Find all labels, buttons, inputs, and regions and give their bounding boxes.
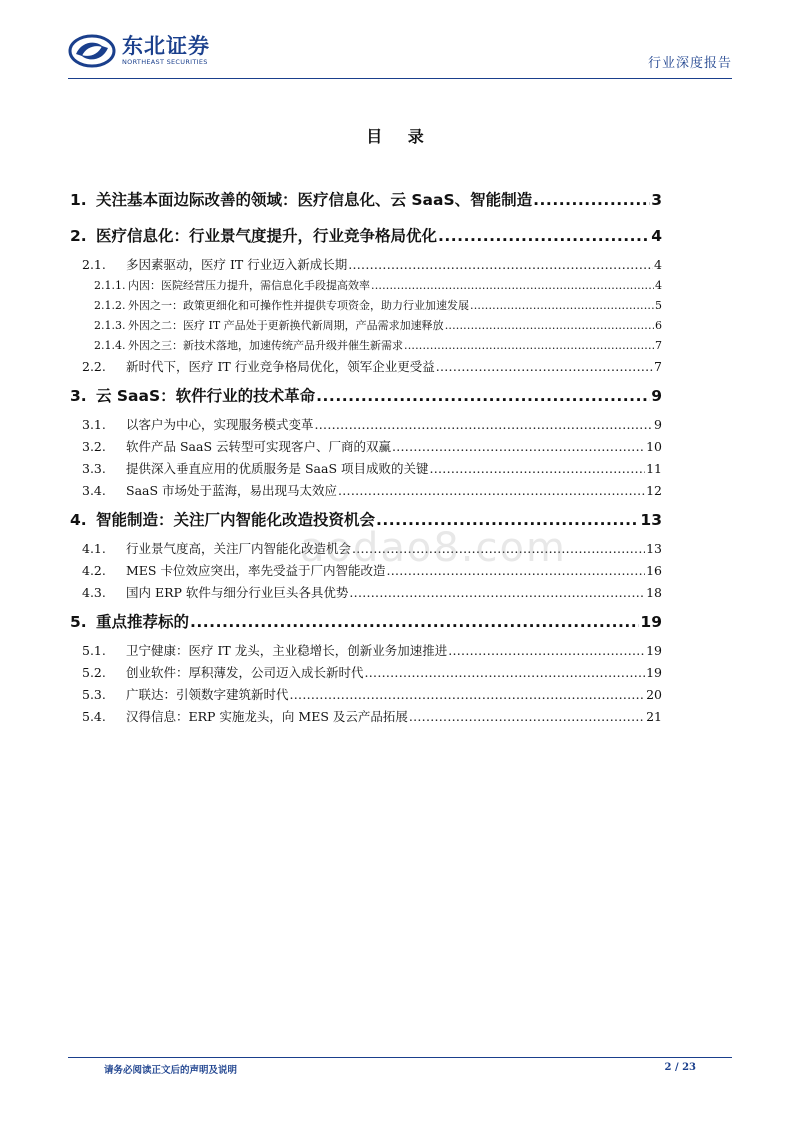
toc-entry-title: 外因之三：新技术落地，加速传统产品升级并催生新需求 (128, 339, 403, 352)
toc-leader-dots (438, 218, 650, 254)
toc-entry-title: 新时代下，医疗 IT 行业竞争格局优化，领军企业更受益 (126, 359, 435, 374)
toc-entry-title: 内因：医院经营压力提升，需信息化手段提高效率 (128, 279, 370, 292)
toc-entry-number: 3.3. (82, 461, 106, 476)
toc-entry-number: 5.4. (82, 709, 106, 724)
toc-entry-title: 卫宁健康：医疗 IT 龙头，主业稳增长，创新业务加速推进 (126, 643, 448, 658)
toc-entry-number: 4.1. (82, 541, 106, 556)
logo-chinese-name: 东北证券 (122, 34, 210, 58)
toc-entry-number: 2.1. (82, 257, 106, 272)
toc-entry-title: 智能制造：关注厂内智能化改造投资机会 (96, 511, 376, 529)
toc-entry-page: 13 (640, 511, 662, 529)
toc-entry-number: 2.1.1. (94, 279, 126, 292)
toc-entry-page: 19 (646, 665, 662, 680)
toc-entry-page: 7 (654, 359, 662, 374)
toc-entry-title: 云 SaaS：软件行业的技术革命 (96, 387, 316, 405)
toc-entry-title: MES 卡位效应突出，率先受益于厂内智能改造 (126, 563, 386, 578)
toc-entry-number: 2.1.4. (94, 339, 126, 352)
toc-entry-page: 3 (651, 191, 662, 209)
toc-entry-title: 医疗信息化：行业景气度提升，行业竞争格局优化 (96, 227, 438, 245)
logo-english-name: NORTHEAST SECURITIES (122, 58, 208, 66)
toc-entry-title: 以客户为中心，实现服务模式变革 (126, 417, 314, 432)
toc-entry-page: 18 (646, 585, 662, 600)
toc-entry-title: 汉得信息：ERP 实施龙头，向 MES 及云产品拓展 (126, 709, 408, 724)
toc-entry-level2[interactable] (70, 458, 662, 480)
toc-entry-level3[interactable] (70, 316, 662, 336)
header-divider (68, 78, 732, 79)
toc-leader-dots (404, 336, 654, 356)
toc-entry-page: 10 (646, 439, 662, 454)
toc-leader-dots (392, 436, 645, 458)
toc-entry-level3[interactable] (70, 296, 662, 316)
toc-entry-page: 19 (640, 613, 662, 631)
toc-entry-level2[interactable] (70, 436, 662, 458)
toc-entry-title: 提供深入垂直应用的优质服务是 SaaS 项目成败的关键 (126, 461, 429, 476)
toc-entry-number: 4.3. (82, 585, 106, 600)
toc-entry-number: 2.1.2. (94, 299, 126, 312)
toc-entry-title: 重点推荐标的 (96, 613, 190, 631)
toc-entry-title: 创业软件：厚积薄发，公司迈入成长新时代 (126, 665, 364, 680)
toc-entry-number: 2.1.3. (94, 319, 126, 332)
toc-entry-number: 5.1. (82, 643, 106, 658)
toc-entry-level2[interactable] (70, 356, 662, 378)
toc-entry-page: 13 (646, 541, 662, 556)
toc-leader-dots (448, 640, 645, 662)
toc-entry-number: 3.1. (82, 417, 106, 432)
toc-entry-page: 9 (651, 387, 662, 405)
toc-leader-dots (409, 706, 645, 728)
toc-entry-level1[interactable] (70, 218, 662, 254)
toc-entry-page: 4 (655, 279, 662, 292)
toc-entry-title: 行业景气度高，关注厂内智能化改造机会 (126, 541, 352, 556)
toc-entry-page: 7 (655, 339, 662, 352)
toc-entry-level3[interactable] (70, 276, 662, 296)
toc-entry-title: 外因之二：医疗 IT 产品处于更新换代新周期，产品需求加速释放 (128, 319, 444, 332)
toc-entry-title: 外因之一：政策更细化和可操作性并提供专项资金，助力行业加速发展 (128, 299, 469, 312)
footer-divider (68, 1057, 732, 1058)
toc-entry-number: 3.4. (82, 483, 106, 498)
footer-disclaimer: 请务必阅读正文后的声明及说明 (104, 1065, 238, 1076)
toc-entry-number: 4. (70, 511, 87, 529)
toc-entry-level3[interactable] (70, 336, 662, 356)
watermark: aodao8.com (300, 525, 567, 571)
table-of-contents (70, 182, 662, 728)
toc-entry-title: 广联达：引领数字建筑新时代 (126, 687, 289, 702)
toc-entry-title: 软件产品 SaaS 云转型可实现客户、厂商的双赢 (126, 439, 391, 454)
toc-entry-page: 5 (655, 299, 662, 312)
toc-leader-dots (365, 662, 646, 684)
toc-entry-page: 6 (655, 319, 662, 332)
toc-entry-number: 5.3. (82, 687, 106, 702)
toc-entry-number: 1. (70, 191, 87, 209)
toc-entry-page: 20 (646, 687, 662, 702)
toc-entry-title: 关注基本面边际改善的领域：医疗信息化、云 SaaS、智能制造 (96, 191, 533, 209)
toc-entry-level2[interactable] (70, 414, 662, 436)
toc-entry-level2[interactable] (70, 662, 662, 684)
toc-leader-dots (349, 582, 645, 604)
toc-entry-page: 9 (654, 417, 662, 432)
toc-entry-level2[interactable] (70, 582, 662, 604)
toc-entry-number: 3.2. (82, 439, 106, 454)
toc-entry-number: 2.2. (82, 359, 106, 374)
toc-leader-dots (371, 276, 654, 296)
company-logo (68, 34, 210, 68)
toc-leader-dots (190, 604, 639, 640)
logo-swirl-icon (68, 34, 116, 68)
toc-leader-dots (338, 480, 645, 502)
report-type-label: 行业深度报告 (647, 56, 732, 71)
toc-leader-dots (315, 414, 654, 436)
page-number: 2 / 23 (664, 1062, 696, 1073)
toc-title: 目 录 (366, 127, 434, 146)
toc-entry-level2[interactable] (70, 640, 662, 662)
toc-entry-title: 多因素驱动，医疗 IT 行业迈入新成长期 (126, 257, 348, 272)
toc-entry-level1[interactable] (70, 378, 662, 414)
toc-entry-page: 19 (646, 643, 662, 658)
toc-entry-number: 5.2. (82, 665, 106, 680)
toc-leader-dots (429, 458, 645, 480)
toc-leader-dots (316, 378, 650, 414)
toc-entry-level1[interactable] (70, 182, 662, 218)
toc-entry-level1[interactable] (70, 604, 662, 640)
toc-entry-page: 21 (646, 709, 662, 724)
toc-entry-number: 4.2. (82, 563, 106, 578)
toc-entry-page: 11 (646, 461, 662, 476)
toc-entry-number: 2. (70, 227, 87, 245)
toc-entry-page: 12 (646, 483, 662, 498)
toc-leader-dots (290, 684, 646, 706)
toc-entry-page: 16 (646, 563, 662, 578)
toc-leader-dots (470, 296, 654, 316)
toc-entry-level2[interactable] (70, 706, 662, 728)
page-header (68, 30, 732, 80)
toc-entry-level2[interactable] (70, 684, 662, 706)
toc-entry-page: 4 (651, 227, 662, 245)
toc-entry-level2[interactable] (70, 254, 662, 276)
toc-leader-dots (445, 316, 654, 336)
toc-entry-title: 国内 ERP 软件与细分行业巨头各具优势 (126, 585, 349, 600)
toc-entry-number: 5. (70, 613, 87, 631)
toc-leader-dots (533, 182, 650, 218)
toc-leader-dots (348, 254, 653, 276)
toc-entry-level2[interactable] (70, 480, 662, 502)
toc-entry-title: SaaS 市场处于蓝海，易出现马太效应 (126, 483, 338, 498)
toc-entry-page: 4 (654, 257, 662, 272)
toc-entry-number: 3. (70, 387, 87, 405)
toc-leader-dots (436, 356, 653, 378)
